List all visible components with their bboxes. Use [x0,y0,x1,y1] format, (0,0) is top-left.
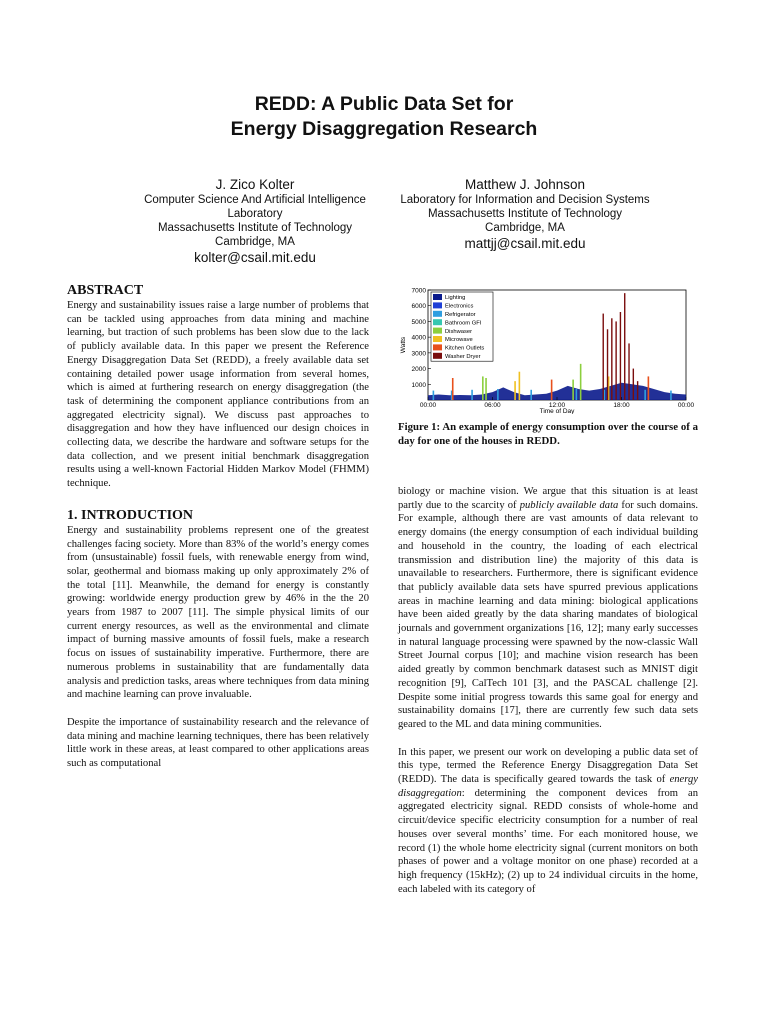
series-spike-0-0 [433,391,435,400]
text-span: : determining the component devices from an aggregated electricity signal. REDD consists of whole-home and circuit/device specific electricity consumption for a number of real houses over several months’ time. For each monitored house, we record (1) the whole home electricity signal (current monitors on both phases of power and a voltage monitor on one phase) recorded at a high frequency (15kHz); (2) up to 24 individual circuits in the home, each labeled with its category of [398,787,698,895]
x-tick-label: 00:00 [677,402,695,409]
intro-paragraph-1: Energy and sustainability problems represent one of the greatest challenges facing society. More than 83% of the world’s energy comes from (unsustainable) fossil fuels, with renewable energy from wind, solar, geothermal and biomass making up only approximately 2% of the total [11]. Meanwhile, the demand for energy is constantly growing: worldwide energy production grew by 46% in the the 20 years from 1987 to 2007 [11]. The simple physical limits of our current energy resources, as well as the environmental and climate impact of burning massive amounts of fossil fuels, make a research focus on issues of sustainability imperative. Furthermore, there are numerous problems in sustainability that are fundamentally data analysis and prediction tasks, areas where techniques from data mining and machine learning can prove invaluable. [67,524,369,701]
right-paragraph-2 [398,746,698,897]
legend-entry: Kitchen Outlets [445,345,485,352]
author-affiliation: Laboratory for Information and Decision Systems [400,194,650,206]
energy-chart [396,284,696,414]
x-tick-label: 18:00 [613,402,630,409]
author-affiliation: Massachusetts Institute of Technology [427,208,623,220]
title-line-1: REDD: A Public Data Set for [254,93,514,115]
legend-swatch [433,336,442,342]
legend-entry: Lighting [445,295,466,302]
author-name: Matthew J. Johnson [464,177,586,192]
y-tick-label: 7000 [411,287,426,295]
paper-title [0,92,768,142]
legend-entry: Bathroom GFI [445,320,482,327]
text-span: for such domains. For example, although there are vast amounts of data relevant to energy domains (the energy consumption of each individual building and household in the country, the loading of each electrical transmission and distribution line) the majority of this data is unavailable to researchers. Furthermore, there is significant evidence that publicly available data sets have spurred previous applications areas in machine learning and data mining: biological applications have been aided greatly by the data sharing mandates of biological journals and government organizations [16, 12]; many early successes in natural language processing were spawned by the now-classic Wall Street Journal corpus [10]; and machine vision research has been aided greatly by common benchmark datasest such as MNIST digit recognition [9], CalTech 101 [3], and the PASCAL challenge [2]. Despite some initial progress towards this same goal for energy and sustainability domains [17], there are currently few such data sets geared to the ML and data mining communities. [398,499,698,730]
series-spike-4-1 [607,329,608,400]
x-tick-label: 06:00 [484,402,501,409]
intro-paragraph-2: Despite the importance of sustainability research and the relevance of data mining and machine learning techniques, there has been relatively little work in these areas, at least compared to other applications areas such as computational [67,716,369,770]
author-affiliation: Massachusetts Institute of Technology [157,222,353,234]
series-spike-2-0 [514,381,516,400]
series-spike-1-2 [572,380,574,400]
series-spike-3-2 [648,376,650,400]
emphasis-text: energy disaggregation [398,774,698,799]
y-tick-label: 1000 [411,381,426,389]
abstract-text: Energy and sustainability issues raise a large number of problems that can be tackled using approaches from data mining and machine learning, but traction of such problems has been slow due to the lack of publicly available data. In this paper we present the Reference Energy Disaggregation Data Set (REDD), a freely available data set containing detailed power usage information from several homes, which is aimed at furthering research on energy disaggregation (the task of determining the component appliance contributions from an aggregated electricity signal). We discuss past approaches to disaggregation and how they have influenced our design choices in collecting data, we describe the hardware and software setups for the data collection, and we present initial benchmark disaggregation results using a well-known Factorial Hidden Markov Model (FHMM) technique. [67,300,369,490]
author-affiliation: Cambridge, MA [485,222,565,234]
series-spike-4-4 [620,312,621,400]
author-name: J. Zico Kolter [215,177,295,192]
series-spike-0-5 [576,389,578,400]
series-spike-0-8 [670,391,672,400]
author-affiliation: Computer Science And Artificial Intelligence [144,194,366,206]
series-spike-4-7 [633,369,634,400]
series-spike-2-1 [519,372,521,400]
y-tick-label: 2000 [411,366,426,374]
author-email: mattjj@csail.mit.edu [464,236,586,251]
author-email: kolter@csail.mit.edu [194,250,316,265]
legend-swatch [433,344,442,350]
y-tick-label: 4000 [411,334,426,342]
right-paragraph-1 [398,485,698,732]
series-spike-4-6 [628,343,629,400]
series-spike-0-2 [471,390,473,400]
legend-swatch [433,319,442,325]
author-affiliation: Laboratory [227,208,283,220]
x-tick-label: 00:00 [419,402,437,409]
series-spike-0-7 [644,390,646,400]
y-tick-label: 5000 [411,318,426,326]
y-tick-label: 6000 [411,303,426,311]
emphasis-text: publicly available data [519,499,619,511]
legend-entry: Dishwaser [445,328,473,335]
legend-swatch [433,353,442,359]
y-tick-label: 3000 [411,350,426,358]
text-span: In this paper, we present our work on developing a public data set of this type, termed the Reference Energy Disaggregation Data Set (REDD). The data is specifically geared towards the task of [398,746,698,786]
series-spike-1-0 [482,376,484,400]
x-axis-label: Time of Day [539,408,575,414]
legend-entry: Refrigerator [445,312,476,318]
series-spike-4-2 [611,318,612,400]
series-spike-1-1 [485,378,487,400]
legend-swatch [433,302,442,308]
legend-entry: Washer Dryer [445,354,481,360]
series-spike-4-5 [624,293,625,400]
figure-1-chart [396,284,696,414]
author-block-1 [110,176,400,266]
series-spike-4-3 [615,321,616,400]
right-column [398,485,698,896]
legend-swatch [433,328,442,334]
y-axis-label: Watts [400,336,407,354]
author-block-2 [380,176,670,252]
legend-entry: Microwave [445,337,473,344]
left-column [67,282,369,771]
series-spike-1-3 [580,364,582,400]
series-spike-0-3 [497,389,499,400]
legend-entry: Electronics [445,303,474,310]
legend-swatch [433,294,442,300]
legend-swatch [433,311,442,317]
author-affiliation: Cambridge, MA [215,236,295,248]
series-spike-3-1 [551,380,553,400]
abstract-heading: ABSTRACT [67,283,144,298]
series-spike-0-4 [530,390,532,400]
series-spike-3-0 [452,378,454,400]
series-spike-4-0 [603,314,604,400]
figure-caption: Figure 1: An example of energy consumption over the course of a day for one of the houses in REDD. [398,421,698,447]
title-line-2: Energy Disaggregation Research [230,118,538,140]
x-tick-label: 12:00 [548,402,566,409]
series-spike-4-8 [637,381,638,400]
intro-heading: 1. INTRODUCTION [67,507,194,523]
text-span: biology or machine vision. We argue that this situation is at least partly due to the scarcity of [398,486,698,511]
